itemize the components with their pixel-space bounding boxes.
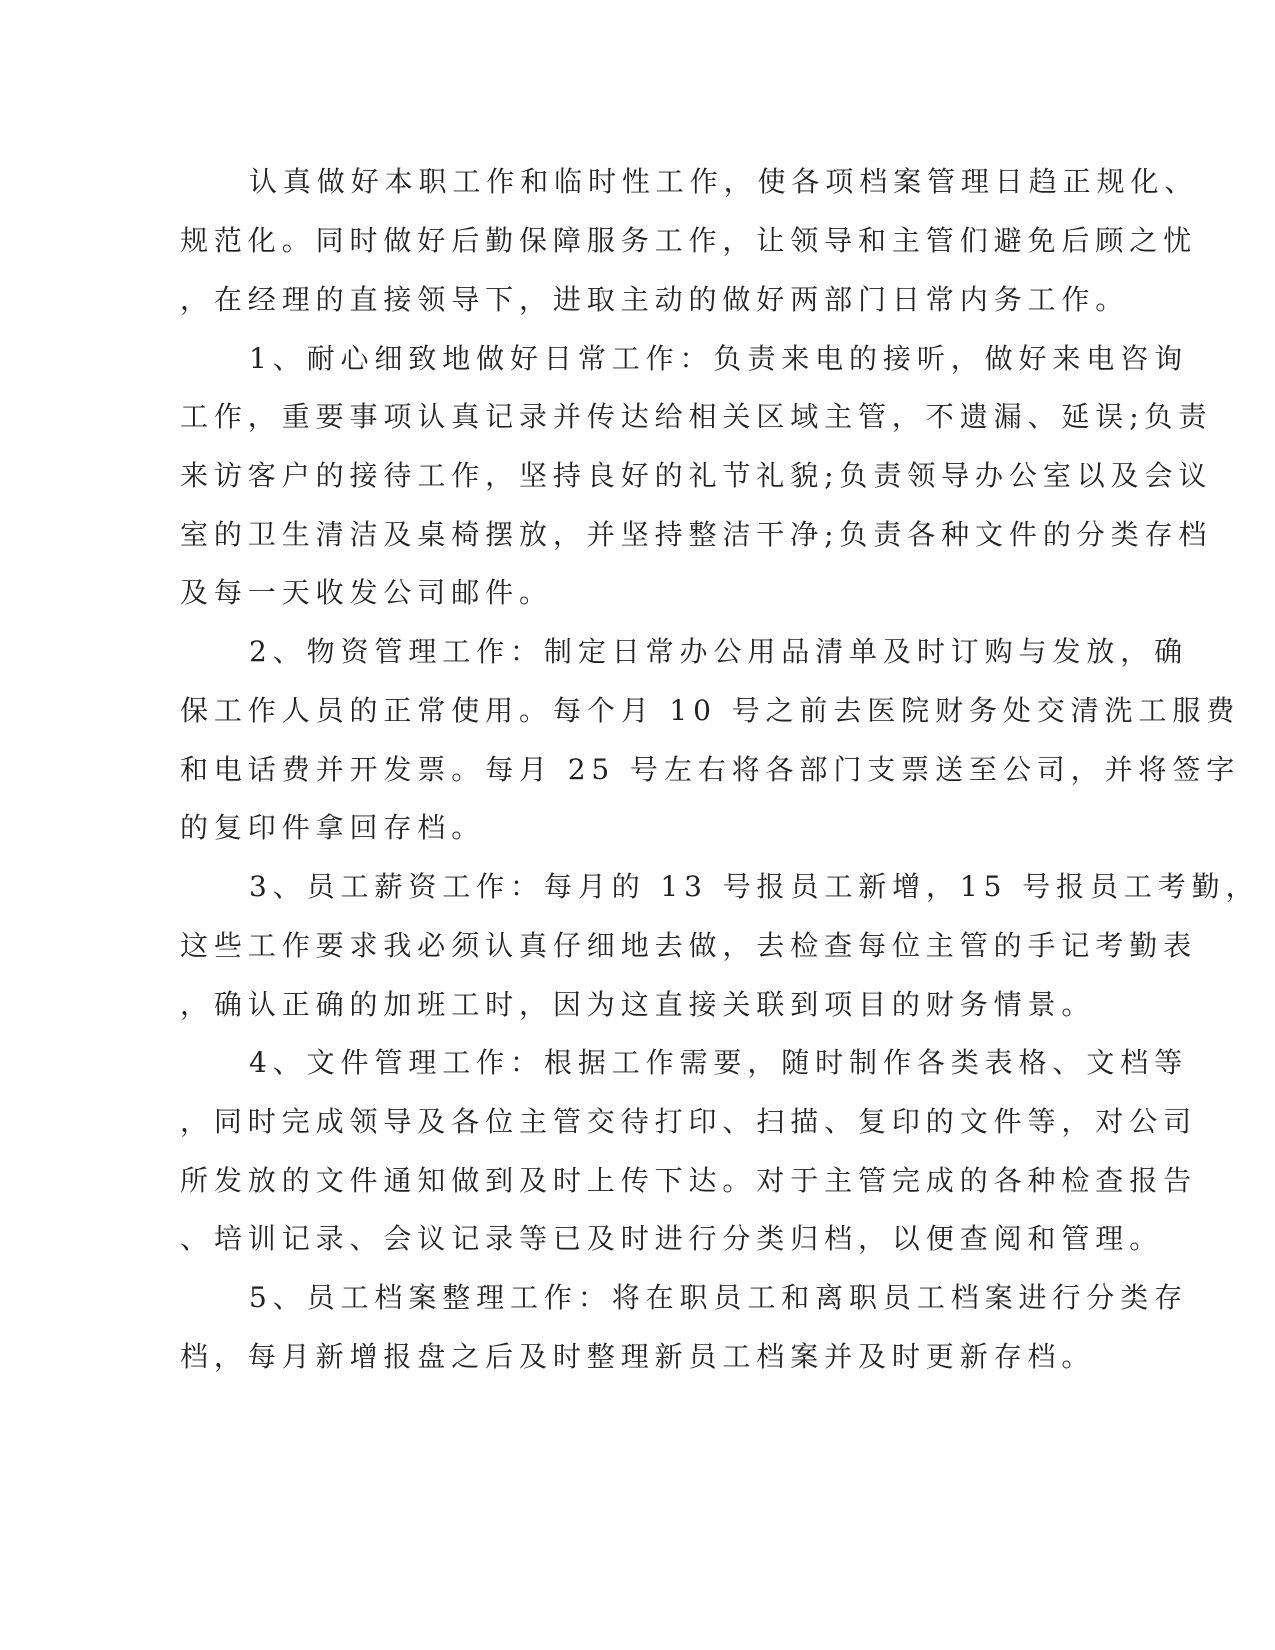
text-line: ，同时完成领导及各位主管交待打印、扫描、复印的文件等，对公司: [180, 1105, 1198, 1138]
text-line: 工作，重要事项认真记录并传达给相关区域主管，不遗漏、延误;负责: [180, 400, 1213, 433]
text-line: 的复印件拿回存档。: [180, 811, 486, 844]
text-line: 认真做好本职工作和临时性工作，使各项档案管理日趋正规化、: [249, 165, 1199, 198]
text-line: 4、文件管理工作：根据工作需要，随时制作各类表格、文档等: [249, 1046, 1189, 1079]
text-line: 保工作人员的正常使用。每个月 10 号之前去医院财务处交清洗工服费: [180, 694, 1241, 727]
text-line: 室的卫生清洁及桌椅摆放，并坚持整洁干净;负责各种文件的分类存档: [180, 518, 1213, 551]
text-line: 5、员工档案整理工作：将在职员工和离职员工档案进行分类存: [249, 1281, 1189, 1314]
text-line: 规范化。同时做好后勤保障服务工作，让领导和主管们避免后顾之忧: [180, 224, 1198, 257]
text-line: 3、员工薪资工作：每月的 13 号报员工新增，15 号报员工考勤，: [249, 870, 1260, 903]
text-line: 档，每月新增报盘之后及时整理新员工档案并及时更新存档。: [180, 1340, 1096, 1373]
text-line: 和电话费并开发票。每月 25 号左右将各部门支票送至公司，并将签字: [180, 753, 1241, 786]
text-line: 、培训记录、会议记录等已及时进行分类归档，以便查阅和管理。: [180, 1222, 1164, 1255]
text-line: 2、物资管理工作：制定日常办公用品清单及时订购与发放，确: [249, 635, 1189, 668]
text-line: 所发放的文件通知做到及时上传下达。对于主管完成的各种检查报告: [180, 1164, 1198, 1197]
text-line: ，在经理的直接领导下，进取主动的做好两部门日常内务工作。: [180, 283, 1130, 316]
text-line: 1、耐心细致地做好日常工作：负责来电的接听，做好来电咨询: [249, 342, 1189, 375]
text-line: 这些工作要求我必须认真仔细地去做，去检查每位主管的手记考勤表: [180, 929, 1198, 962]
text-line: 来访客户的接待工作，坚持良好的礼节礼貌;负责领导办公室以及会议: [180, 459, 1213, 492]
text-line: ，确认正确的加班工时，因为这直接关联到项目的财务情景。: [180, 988, 1096, 1021]
text-line: 及每一天收发公司邮件。: [180, 576, 553, 609]
